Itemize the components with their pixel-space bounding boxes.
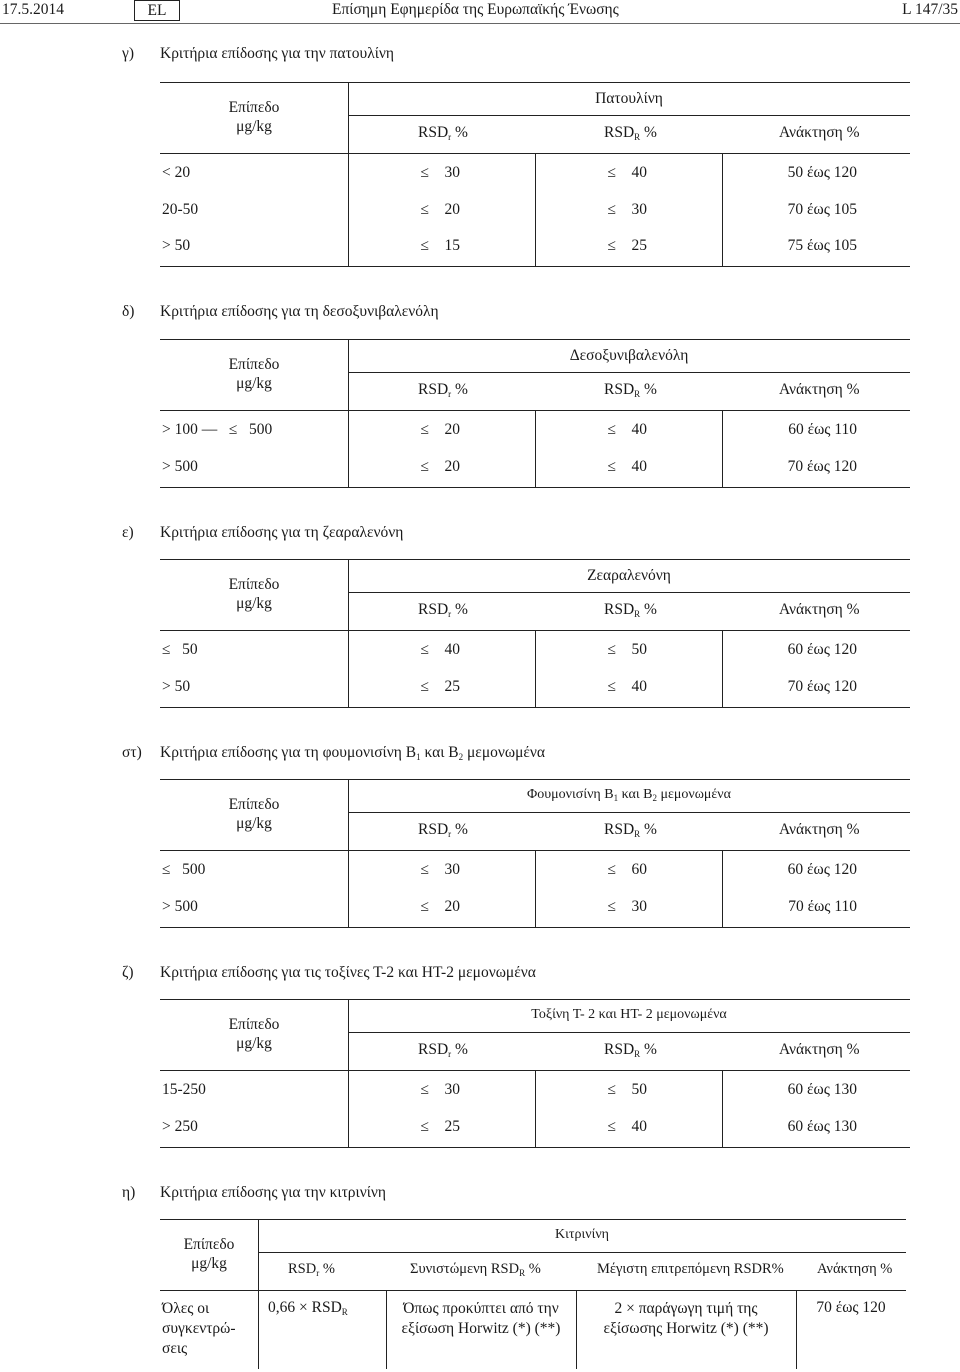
pct-text: % bbox=[644, 124, 657, 141]
subscript: R bbox=[341, 1307, 348, 1317]
table-row-rsdR bbox=[535, 237, 647, 255]
table-rule bbox=[348, 1032, 910, 1033]
table-rule bbox=[348, 372, 910, 373]
level-l3-text: σεις bbox=[162, 1340, 188, 1357]
table-cell bbox=[604, 821, 657, 839]
recommended-l1-text: Όπως προκύπτει από την bbox=[403, 1300, 559, 1317]
pct-text: % bbox=[644, 1041, 657, 1058]
rec-text: 70 έως 120 bbox=[816, 1299, 886, 1316]
le-text: ≤ bbox=[607, 898, 616, 915]
header-language-box: EL bbox=[134, 0, 180, 21]
page-header bbox=[0, 0, 960, 26]
table-cell bbox=[348, 678, 460, 696]
rsdr-text: 30 bbox=[444, 1081, 460, 1098]
pct-text: % bbox=[528, 1261, 541, 1277]
subscript: R bbox=[634, 1049, 641, 1059]
max-l2-text: εξίσωσης Horwitz (*) (**) bbox=[603, 1320, 769, 1337]
subscript: R bbox=[634, 829, 641, 839]
table-cell bbox=[535, 898, 647, 916]
table-cell bbox=[535, 1081, 647, 1099]
rsdr-text: 40 bbox=[444, 641, 460, 658]
level-header bbox=[160, 355, 348, 393]
col-rsdr-text: RSD bbox=[604, 601, 635, 618]
header-page-number: L 147/35 bbox=[902, 1, 958, 18]
analyte-header: Δεσοξυνιβαλενόλη bbox=[569, 347, 689, 364]
table-cell bbox=[535, 641, 647, 659]
table-cell bbox=[348, 898, 460, 916]
table-row-rsdr bbox=[348, 201, 460, 219]
table-cell bbox=[535, 861, 647, 879]
rec-text: 60 έως 130 bbox=[787, 1081, 857, 1098]
le-text: ≤ bbox=[420, 678, 429, 695]
table-rule bbox=[348, 812, 910, 813]
table-cell bbox=[162, 641, 198, 659]
analyte-header: Πατουλίνη bbox=[595, 90, 663, 107]
le-text: ≤ bbox=[607, 861, 616, 878]
level-label-text: Επίπεδο bbox=[228, 356, 280, 373]
pct-text: % bbox=[455, 601, 468, 618]
pct-text: % bbox=[455, 821, 468, 838]
subscript: r bbox=[448, 132, 452, 142]
table-cell bbox=[162, 861, 205, 879]
title-text: Κριτήρια επίδοσης για τις τοξίνες Τ-2 και ΗΤ-2 μεμονωμένα bbox=[160, 964, 536, 981]
col-rsdr-text: RSD bbox=[418, 821, 449, 838]
citrinin-level bbox=[162, 1299, 236, 1359]
rec-text: 70 έως 110 bbox=[788, 898, 857, 915]
unit-label-text: μg/kg bbox=[236, 118, 272, 135]
table-row-rsdr bbox=[348, 164, 460, 182]
table-cell bbox=[348, 787, 910, 803]
subscript: r bbox=[316, 1268, 320, 1278]
label-text: δ) bbox=[122, 303, 135, 320]
col-rsdr-text: RSD bbox=[604, 381, 635, 398]
table-cell bbox=[535, 1118, 647, 1136]
table-cell bbox=[418, 1041, 468, 1059]
table-cell bbox=[418, 381, 468, 399]
table-cell bbox=[160, 795, 348, 833]
analyte-end-text: μεμονωμένα bbox=[656, 787, 731, 802]
table-patulin bbox=[160, 82, 910, 266]
header-date: 17.5.2014 bbox=[2, 1, 64, 18]
rsdR-text: 40 bbox=[631, 678, 647, 695]
analyte-text: Φουμονισίνη Β bbox=[527, 787, 614, 802]
subscript: R bbox=[634, 389, 641, 399]
table-cell bbox=[535, 678, 647, 696]
pct-text: % bbox=[455, 124, 468, 141]
level-label-text: Επίπεδο bbox=[228, 576, 280, 593]
col-recommended-text: Συνιστώμενη RSD bbox=[410, 1261, 520, 1277]
level2-text: 500 bbox=[249, 421, 273, 438]
table-row-recovery: 70 έως 105 bbox=[787, 201, 857, 218]
rsdR-text: 25 bbox=[631, 237, 647, 254]
table-cell bbox=[410, 1261, 541, 1278]
col-rsdr-text: RSD bbox=[288, 1261, 317, 1277]
table-rule bbox=[160, 707, 910, 708]
table-rule bbox=[160, 1147, 910, 1148]
col-recovery-text: Ανάκτηση % bbox=[779, 821, 860, 838]
le-text: ≤ bbox=[607, 201, 616, 218]
subscript: R bbox=[634, 132, 641, 142]
rsdr-text: 0,66 × RSD bbox=[268, 1299, 342, 1316]
le-text: ≤ bbox=[420, 201, 429, 218]
pct-text: % bbox=[644, 381, 657, 398]
le-text: ≤ bbox=[420, 861, 429, 878]
table-cell bbox=[160, 1235, 258, 1273]
table-cell bbox=[535, 458, 647, 476]
rsdR-text: 30 bbox=[631, 898, 647, 915]
table-rule bbox=[348, 592, 910, 593]
max-l1-text: 2 × παράγωγη τιμή της bbox=[614, 1300, 758, 1317]
table-cell bbox=[348, 421, 460, 439]
level-label-text: Επίπεδο bbox=[183, 1236, 235, 1253]
level-text: > 100 — bbox=[162, 421, 218, 438]
title-text: Κριτήρια επίδοσης για τη φουμονισίνη Β bbox=[160, 744, 417, 761]
table-cell bbox=[604, 1041, 657, 1059]
level-label-text: Επίπεδο bbox=[228, 99, 280, 116]
le-text: ≤ bbox=[420, 1081, 429, 1098]
rec-text: 70 έως 120 bbox=[787, 678, 857, 695]
col-recovery-text: Ανάκτηση % bbox=[817, 1261, 893, 1277]
rec-text: 60 έως 120 bbox=[787, 641, 857, 658]
le-text: ≤ bbox=[607, 1118, 616, 1135]
header-journal-title: Επίσημη Εφημερίδα της Ευρωπαϊκής Ένωσης bbox=[332, 1, 619, 18]
col-recovery-text: Ανάκτηση % bbox=[779, 601, 860, 618]
table-rule bbox=[160, 927, 910, 928]
pct-text: % bbox=[455, 381, 468, 398]
level-text: > 500 bbox=[162, 898, 198, 915]
rsdr-text: 20 bbox=[444, 201, 460, 218]
rsdR-text: 40 bbox=[631, 164, 647, 181]
analyte-text: Τοξίνη Τ- 2 και ΗΤ- 2 μεμονωμένα bbox=[531, 1007, 727, 1022]
subscript: R bbox=[519, 1268, 526, 1278]
subscript: 2 bbox=[458, 752, 464, 762]
table-rule bbox=[160, 559, 910, 560]
rsdR-text: 40 bbox=[631, 458, 647, 475]
table-row-rsdR bbox=[535, 164, 647, 182]
section-label: γ) bbox=[122, 45, 135, 62]
table-rule bbox=[160, 1290, 906, 1291]
le-text: ≤ bbox=[162, 641, 171, 658]
table-cell bbox=[576, 1299, 796, 1339]
rsdR-text: 50 bbox=[631, 1081, 647, 1098]
recovery-header: Ανάκτηση % bbox=[779, 124, 860, 141]
unit-label-text: μg/kg bbox=[191, 1255, 227, 1272]
table-row-recovery: 50 έως 120 bbox=[787, 164, 857, 181]
table-cell bbox=[160, 575, 348, 613]
le-text: ≤ bbox=[607, 678, 616, 695]
le-text: ≤ bbox=[420, 458, 429, 475]
level-text: > 500 bbox=[162, 458, 198, 475]
level-text: > 50 bbox=[162, 678, 191, 695]
le-text: ≤ bbox=[607, 164, 616, 181]
table-row-level: < 20 bbox=[162, 164, 191, 181]
rsdr-text: 20 bbox=[444, 421, 460, 438]
rsdr-header bbox=[418, 124, 468, 142]
le-text: ≤ bbox=[228, 421, 238, 438]
title-end-text: μεμονωμένα bbox=[463, 744, 546, 761]
col-recovery-text: Ανάκτηση % bbox=[779, 1041, 860, 1058]
le-text: ≤ bbox=[607, 237, 616, 254]
subscript: 1 bbox=[416, 752, 421, 762]
header-rule bbox=[0, 23, 960, 24]
subscript: r bbox=[448, 1049, 452, 1059]
table-cell bbox=[604, 601, 657, 619]
col-rsdr-text: RSD bbox=[418, 124, 449, 141]
rec-text: 70 έως 120 bbox=[787, 458, 857, 475]
rsdR-header bbox=[604, 124, 657, 142]
table-cell bbox=[418, 821, 468, 839]
col-rsdr-text: RSD bbox=[418, 601, 449, 618]
rsdR-text: 40 bbox=[631, 1118, 647, 1135]
le-text: ≤ bbox=[420, 421, 429, 438]
subscript: R bbox=[634, 609, 641, 619]
le-text: ≤ bbox=[420, 641, 429, 658]
subscript: 1 bbox=[613, 793, 619, 803]
col-rsdr-text: RSD bbox=[604, 124, 635, 141]
rsdr-text: 25 bbox=[444, 1118, 460, 1135]
level-l2-text: συγκεντρώ- bbox=[162, 1320, 236, 1337]
col-max-text: Μέγιστη επιτρεπόμενη RSDR% bbox=[597, 1261, 784, 1277]
analyte-mid-text: και Β bbox=[618, 787, 653, 802]
unit-label-text: μg/kg bbox=[236, 1035, 272, 1052]
le-text: ≤ bbox=[420, 898, 429, 915]
unit-label-text: μg/kg bbox=[236, 595, 272, 612]
unit-label-text: μg/kg bbox=[236, 375, 272, 392]
table-row-rsdR bbox=[535, 201, 647, 219]
subscript: 2 bbox=[652, 793, 657, 803]
table-cell bbox=[386, 1299, 576, 1339]
table-row-level: > 50 bbox=[162, 237, 191, 254]
pct-text: % bbox=[644, 821, 657, 838]
label-text: ε) bbox=[122, 524, 134, 541]
table-fumonisin bbox=[160, 779, 910, 927]
rec-text: 60 έως 120 bbox=[787, 861, 857, 878]
table-rule bbox=[160, 82, 910, 83]
rsdR-text: 40 bbox=[631, 421, 647, 438]
le-text: ≤ bbox=[420, 164, 429, 181]
table-deoxynivalenol bbox=[160, 339, 910, 487]
subscript: r bbox=[448, 609, 452, 619]
rsdR-text: 30 bbox=[631, 201, 647, 218]
level-l1-text: Όλες οι bbox=[162, 1300, 210, 1317]
level-header bbox=[160, 98, 348, 136]
rsdr-text: 20 bbox=[444, 458, 460, 475]
rsdr-text: 15 bbox=[444, 237, 460, 254]
table-cell bbox=[535, 421, 647, 439]
table-row-level: 20-50 bbox=[162, 201, 199, 218]
col-rsdr-text: RSD bbox=[604, 821, 635, 838]
pct-text: % bbox=[644, 601, 657, 618]
subscript: r bbox=[448, 389, 452, 399]
col-rsdr-text: RSD bbox=[418, 1041, 449, 1058]
unit-label-text: μg/kg bbox=[236, 815, 272, 832]
table-cell bbox=[348, 1081, 460, 1099]
title-text: Κριτήρια επίδοσης για τη δεσοξυνιβαλενόλη bbox=[160, 303, 439, 320]
le-text: ≤ bbox=[420, 237, 429, 254]
rsdr-text: 30 bbox=[444, 861, 460, 878]
pct-text: % bbox=[322, 1261, 335, 1277]
pct-text: % bbox=[455, 1041, 468, 1058]
le-text: ≤ bbox=[607, 1081, 616, 1098]
le-text: ≤ bbox=[607, 641, 616, 658]
table-citrinin bbox=[160, 1219, 906, 1369]
label-text: ζ) bbox=[122, 964, 134, 981]
table-rule bbox=[160, 266, 910, 267]
level-text: 15-250 bbox=[162, 1081, 206, 1098]
table-cell bbox=[348, 641, 460, 659]
rsdR-text: 60 bbox=[631, 861, 647, 878]
table-cell bbox=[160, 1015, 348, 1053]
level-label-text: Επίπεδο bbox=[228, 1016, 280, 1033]
table-cell bbox=[268, 1299, 348, 1317]
table-zearalenone bbox=[160, 559, 910, 707]
table-rule bbox=[258, 1252, 906, 1253]
table-row-rsdr bbox=[348, 237, 460, 255]
title-text: Κριτήρια επίδοσης για τη ζεαραλενόνη bbox=[160, 524, 404, 541]
table-cell bbox=[418, 601, 468, 619]
title-text: Κριτήρια επίδοσης για την κιτρινίνη bbox=[160, 1184, 387, 1201]
table-rule bbox=[160, 1219, 906, 1220]
le-text: ≤ bbox=[607, 421, 616, 438]
level-text: 500 bbox=[182, 861, 206, 878]
label-text: η) bbox=[122, 1184, 136, 1201]
table-t2-ht2 bbox=[160, 999, 910, 1147]
table-row-level bbox=[162, 421, 272, 439]
rsdR-text: 50 bbox=[631, 641, 647, 658]
table-rule bbox=[160, 999, 910, 1000]
table-cell bbox=[348, 458, 460, 476]
rsdr-text: 25 bbox=[444, 678, 460, 695]
table-cell bbox=[288, 1261, 335, 1278]
table-row-recovery: 75 έως 105 bbox=[787, 237, 857, 254]
col-recovery-text: Ανάκτηση % bbox=[779, 381, 860, 398]
rsdr-text: 30 bbox=[444, 164, 460, 181]
table-cell bbox=[160, 744, 545, 762]
subscript: r bbox=[448, 829, 452, 839]
table-rule bbox=[160, 779, 910, 780]
col-rsdr-text: RSD bbox=[418, 381, 449, 398]
recommended-l2-text: εξίσωση Horwitz (*) (**) bbox=[401, 1320, 561, 1337]
col-rsdr-text: RSD bbox=[604, 1041, 635, 1058]
table-cell bbox=[348, 1118, 460, 1136]
level-text: 50 bbox=[182, 641, 198, 658]
table-cell bbox=[604, 381, 657, 399]
rec-text: 60 έως 110 bbox=[788, 421, 857, 438]
section-title: Κριτήρια επίδοσης για την πατουλίνη bbox=[160, 45, 394, 62]
level-label-text: Επίπεδο bbox=[228, 796, 280, 813]
level-text: > 250 bbox=[162, 1118, 198, 1135]
rsdr-text: 20 bbox=[444, 898, 460, 915]
title-mid-text: και Β bbox=[420, 744, 459, 761]
analyte-text: Ζεαραλενόνη bbox=[587, 567, 671, 584]
table-cell bbox=[348, 861, 460, 879]
table-rule bbox=[160, 487, 910, 488]
rec-text: 60 έως 130 bbox=[787, 1118, 857, 1135]
analyte-text: Κιτρινίνη bbox=[554, 1227, 609, 1242]
le-text: ≤ bbox=[420, 1118, 429, 1135]
le-text: ≤ bbox=[162, 861, 171, 878]
table-rule bbox=[160, 339, 910, 340]
label-text: στ) bbox=[122, 744, 142, 761]
table-rule bbox=[348, 115, 910, 116]
le-text: ≤ bbox=[607, 458, 616, 475]
